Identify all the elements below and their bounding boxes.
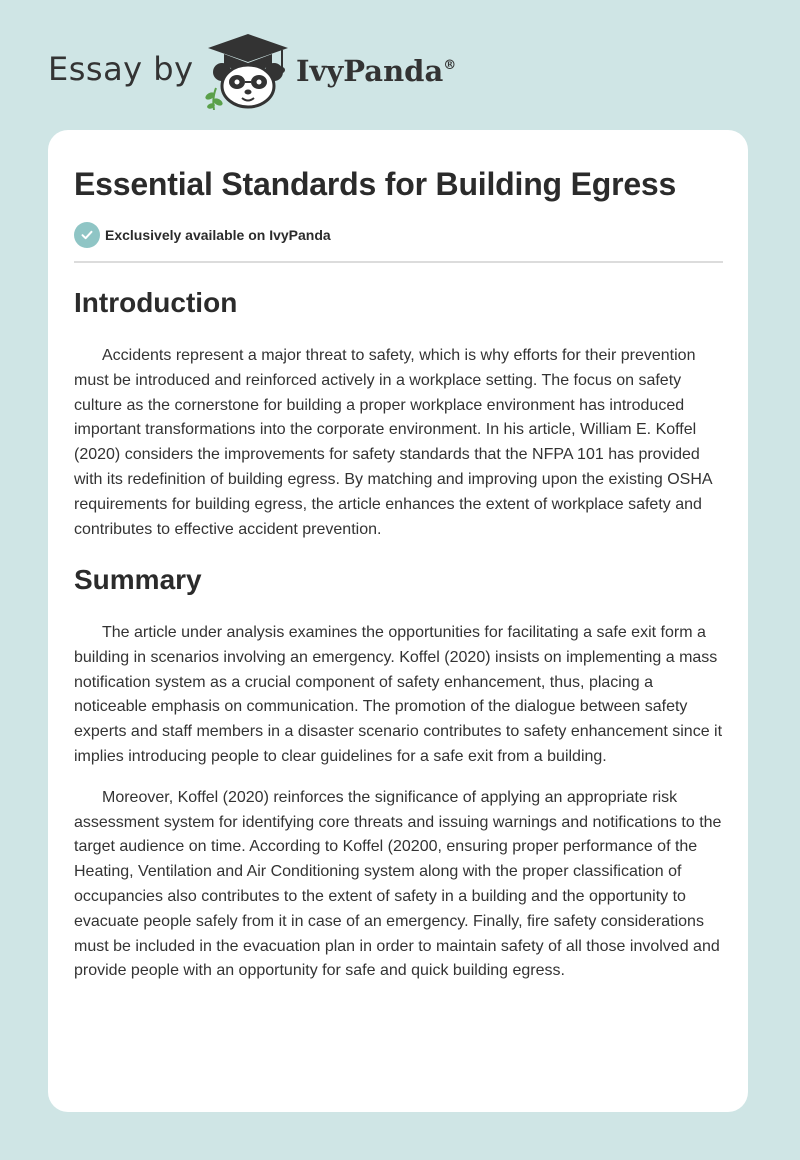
brand-name: IvyPanda® (296, 54, 457, 88)
section-heading: Introduction (74, 287, 238, 318)
essay-card (48, 130, 748, 1112)
paragraph: The article under analysis examines the opportunities for facilitating a safe exit form a building in scenarios involving an emergency. Koffel (2020) insists on implementing a mass notification system as a crucial component of safety enhancement, thus, placing a noticeable emphasis on communication. The promotion of the dialogue between safety experts and staff members in a disaster scenario contributes to safety enhancement since it implies introducing people to clear guidelines for a safe exit from a building. (74, 624, 723, 765)
site-header (48, 30, 548, 110)
section-heading: Summary (74, 564, 202, 595)
divider (74, 261, 723, 263)
essay-by-label: Essay by (48, 50, 194, 88)
section-summary (74, 563, 726, 984)
registered-mark: ® (443, 58, 457, 73)
paragraph: Moreover, Koffel (2020) reinforces the significance of applying an appropriate risk assessment system for identifying core threats and issuing warnings and notifications to the target audience on time. According to Koffel (20200, ensuring proper performance of the Heating, Ventilation and Air Conditioning system along with the proper classification of occupancies also contributes to the extent of safety in a building and the opportunity to evacuate people safely from it in case of an emergency. Finally, fire safety considerations must be included in the evacuation plan in order to maintain safety of all those involved and provide people with an opportunity for safe and quick building egress. (74, 788, 722, 980)
exclusive-badge (74, 222, 331, 248)
panda-logo-icon (202, 32, 294, 110)
check-icon (74, 222, 100, 248)
paragraph: Accidents represent a major threat to safety, which is why efforts for their prevention must be introduced and reinforced actively in a workplace setting. The focus on safety culture as the cornerstone for building a proper workplace environment has introduced important transformations into the corporate environment. In his article, William E. Koffel (2020) considers the improvements for safety standards that the NFPA 101 has provided with its redefinition of building egress. By matching and improving upon the existing OSHA requirements for building egress, the article enhances the extent of workplace safety and contributes to effective accident prevention. (74, 347, 712, 538)
badge-label: Exclusively available on IvyPanda (105, 227, 331, 243)
page-title: Essential Standards for Building Egress (74, 166, 677, 202)
section-introduction (74, 286, 726, 542)
